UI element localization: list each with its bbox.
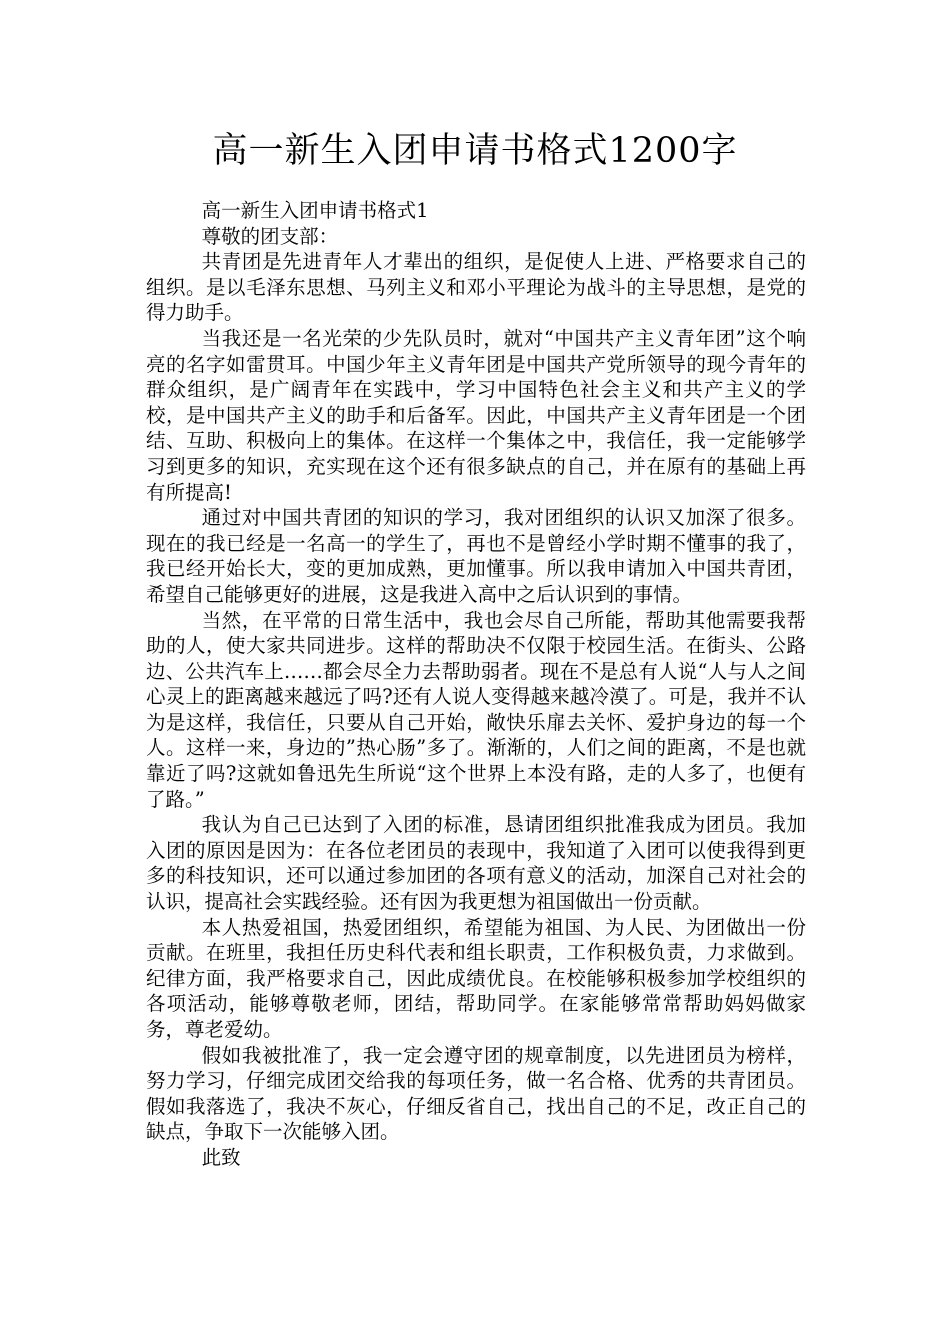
section-heading: 高一新生入团申请书格式1: [201, 199, 429, 222]
paragraph: 当然，在平常的日常生活中，我也会尽自己所能，帮助其他需要我帮助的人，使大家共同进步。这样的帮助决不仅限于校园生活。在街头、公路边、公共汽车上……都会尽全力去帮助弱者。现在不是总有人说“人与人之间心灵上的距离越来越远了吗?还有人说人变得越来越冷漠了。可是，我并不认为是这样，我信任，只要从自己开始，敞快乐扉去关怀、爱护身边的每一个人。这样一来，身边的”热心肠”多了。渐渐的，人们之间的距离，不是也就靠近了吗?这就如鲁迅先生所说“这个世界上本没有路，走的人多了，也便有了路。”: [146, 608, 806, 811]
document-body: [146, 198, 806, 1171]
closing: 此致: [201, 1145, 241, 1169]
paragraph: 共青团是先进青年人才辈出的组织，是促使人上进、严格要求自己的组织。是以毛泽东思想、马列主义和邓小平理论为战斗的主导思想，是党的得力助手。: [146, 250, 806, 325]
document-title: 高一新生入团申请书格式1200字: [212, 131, 738, 171]
paragraph: 假如我被批准了，我一定会遵守团的规章制度，以先进团员为榜样，努力学习，仔细完成团交给我的每项任务，做一名合格、优秀的共青团员。假如我落选了，我决不灰心，仔细反省自己，找出自己的不足，改正自己的缺点，争取下一次能够入团。: [146, 1043, 806, 1144]
salutation: 尊敬的团支部：: [201, 224, 339, 248]
paragraph: 当我还是一名光荣的少先队员时，就对“中国共产主义青年团”这个响亮的名字如雷贯耳。中国少年主义青年团是中国共产党所领导的现今青年的群众组织，是广阔青年在实践中，学习中国特色社会主义和共产主义的学校，是中国共产主义的助手和后备军。因此，中国共产主义青年团是一个团结、互助、积极向上的集体。在这样一个集体之中，我信任，我一定能够学习到更多的知识，充实现在这个还有很多缺点的自己，并在原有的基础上再有所提高!: [146, 326, 806, 504]
paragraph: 我认为自己已达到了入团的标准，恳请团组织批准我成为团员。我加入团的原因是因为：在各位老团员的表现中，我知道了入团可以使我得到更多的科技知识，还可以通过参加团的各项有意义的活动，加深自己对社会的认识，提高社会实践经验。还有因为我更想为祖国做出一份贡献。: [146, 813, 806, 914]
paragraph: 本人热爱祖国，热爱团组织，希望能为祖国、为人民、为团做出一份贡献。在班里，我担任历史科代表和组长职责，工作积极负责，力求做到。纪律方面，我严格要求自己，因此成绩优良。在校能够积极参加学校组织的各项活动，能够尊敬老师，团结，帮助同学。在家能够常常帮助妈妈做家务，尊老爱幼。: [146, 915, 806, 1041]
paragraph: 通过对中国共青团的知识的学习，我对团组织的认识又加深了很多。现在的我已经是一名高一的学生了，再也不是曾经小学时期不懂事的我了，我已经开始长大，变的更加成熟，更加懂事。所以我申请加入中国共青团，希望自己能够更好的进展，这是我进入高中之后认识到的事情。: [146, 506, 806, 606]
